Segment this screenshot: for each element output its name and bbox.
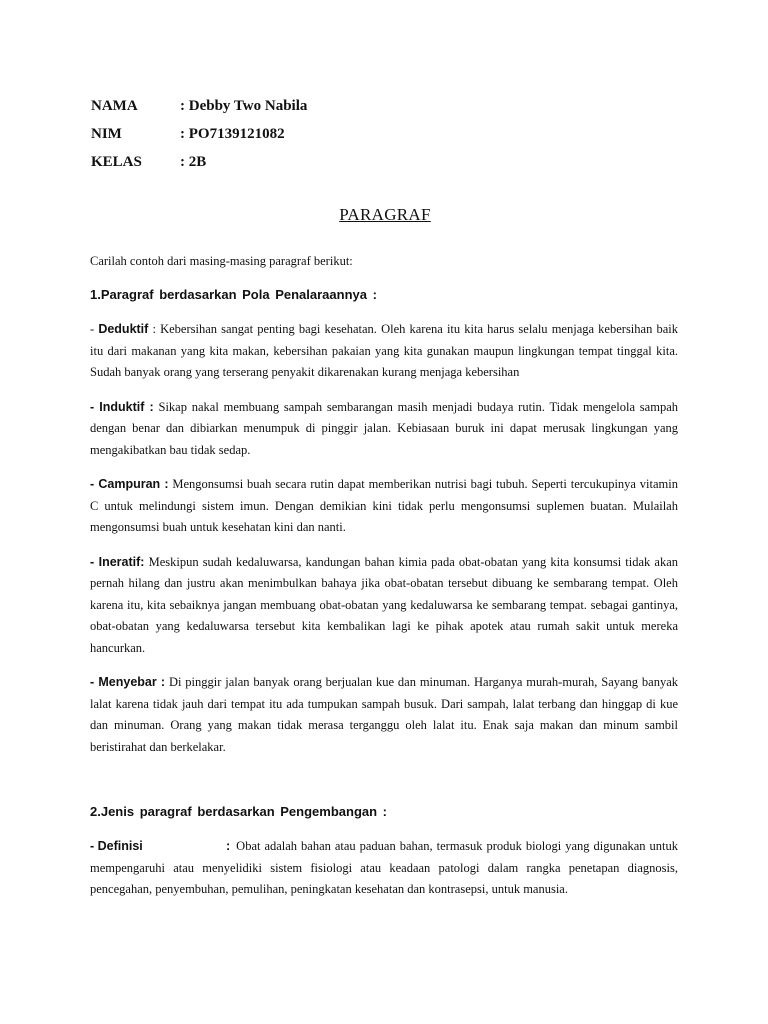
paragraph-term: - Campuran : (90, 477, 169, 491)
paragraph-text: Mengonsumsi buah secara rutin dapat memberikan nutrisi bagi tubuh. Seperti tercukupinya vitamin C untuk melindungi sistem imun. Dengan demikian kini tidak perlu mengonsumsi suplemen buatan. Mulailah mengonsumsi buah untuk kesehatan kini dan nanti. (90, 477, 678, 534)
identity-label: NAMA (91, 97, 138, 114)
paragraph-campuran (90, 474, 678, 539)
paragraph-menyebar (90, 672, 678, 758)
paragraph-term: - Ineratif: (90, 554, 145, 569)
paragraph-induktif (90, 397, 678, 462)
paragraph-text: : Kebersihan sangat penting bagi kesehatan. Oleh karena itu kita harus selalu menjaga kebersihan baik itu dari makanan yang kita makan, kebersihan pakaian yang kita gunakan maupun lingkungan tempat tinggal kita. Sudah banyak orang yang terserang penyakit dikarenakan kurang menjaga kebersihan (90, 322, 678, 379)
identity-value: : Debby Two Nabila (180, 97, 308, 114)
section-heading-1: 1.Paragraf berdasarkan Pola Penalaraannya : (90, 287, 377, 302)
identity-row-name (91, 92, 307, 120)
identity-value: : PO7139121082 (180, 125, 285, 142)
intro-text: Carilah contoh dari masing-masing paragraf berikut: (90, 254, 353, 268)
identity-label: NIM (91, 125, 122, 142)
paragraph-term: - Definisi (90, 839, 143, 853)
paragraph-ineratif (90, 552, 678, 660)
identity-label: KELAS (91, 153, 142, 170)
paragraph-colon: : (226, 839, 231, 853)
paragraph-term: - Induktif : (90, 399, 154, 414)
paragraph-text: Obat adalah bahan atau paduan bahan, termasuk produk biologi yang digunakan untuk mempengaruhi atau menyelidiki sistem fisiologi atau keadaan patologi dalam rangka penetapan diagnosis, pencegahan, penyembuhan, pemulihan, peningkatan kesehatan dan kontrasepsi, untuk manusia. (90, 839, 678, 896)
paragraph-prefix: - (90, 322, 99, 336)
student-identity (91, 92, 307, 176)
paragraph-text: Di pinggir jalan banyak orang berjualan kue dan minuman. Harganya murah-murah, Sayang banyak lalat karena tidak jauh dari tempat itu ada tumpukan sampah busuk. Dari sampah, lalat terbang dan hinggap di kue dan minuman. Orang yang makan tidak merasa terganggu oleh lalat itu. Enak saja makan dan minum sambil beristirahat dan berkelakar. (90, 675, 678, 754)
paragraph-text: Sikap nakal membuang sampah sembarangan masih menjadi budaya rutin. Tidak mengelola sampah dengan benar dan dibiarkan menumpuk di pinggir jalan. Kebiasaan buruk ini dapat merusak lingkungan yang mengakibatkan bau tidak sedap. (90, 399, 678, 457)
section-heading-2: 2.Jenis paragraf berdasarkan Pengembangan : (90, 804, 387, 819)
paragraph-term: Deduktif (98, 322, 149, 336)
paragraph-term: - Menyebar : (90, 675, 166, 689)
identity-value: : 2B (180, 153, 207, 170)
identity-row-class (91, 148, 307, 176)
document-body (90, 254, 678, 914)
paragraph-definisi (90, 836, 678, 901)
paragraph-deduktif (90, 319, 678, 384)
identity-row-nim (91, 120, 307, 148)
page-title: PARAGRAF (339, 205, 431, 224)
paragraph-text: Meskipun sudah kedaluwarsa, kandungan bahan kimia pada obat-obatan yang kita konsumsi tidak akan pernah hilang dan justru akan menimbulkan bahaya jika obat-obatan tersebut dibuang ke sembarang tempat. Oleh karena itu, kita sebaiknya jangan membuang obat-obatan yang kedaluwarsa ke sembarang tempat. sebagai gantinya, obat-obatan yang kedaluwarsa tersebut kita kembalikan lagi ke pihak apotek atau rumah sakit untuk mereka hancurkan. (90, 554, 678, 655)
